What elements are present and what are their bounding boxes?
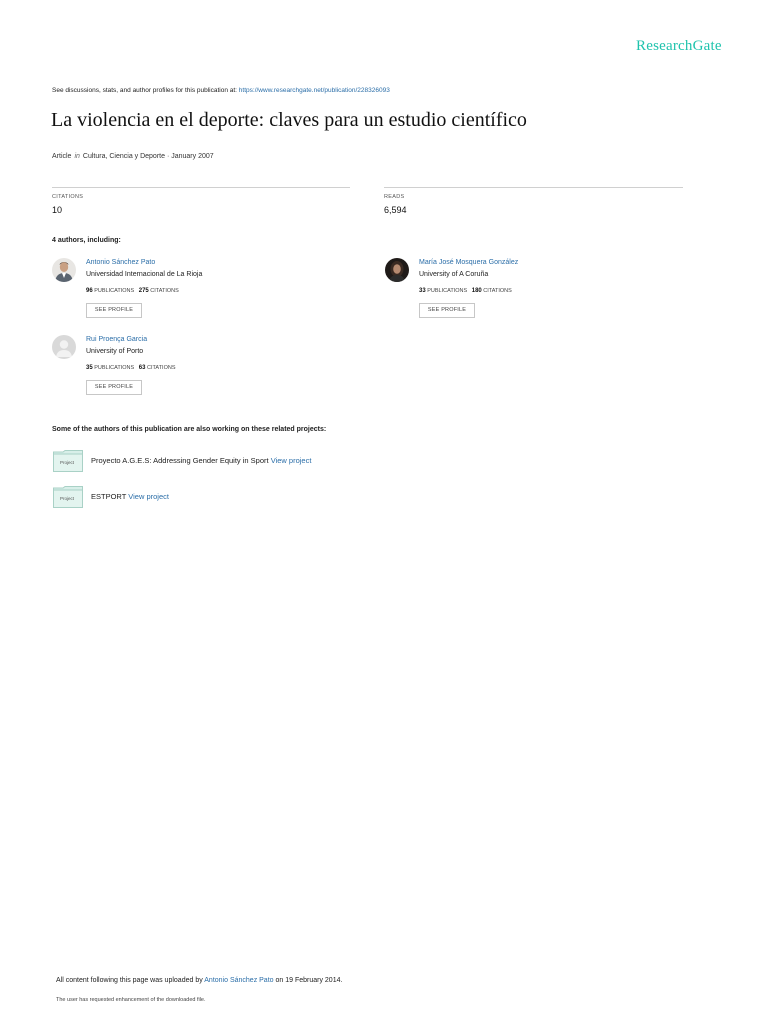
avatar[interactable]: [52, 258, 76, 282]
author-stats: 35 PUBLICATIONS 63 CITATIONS: [86, 365, 176, 371]
reads-label: READS: [384, 194, 405, 200]
see-profile-button[interactable]: SEE PROFILE: [86, 303, 142, 318]
author-stats: 96 PUBLICATIONS 275 CITATIONS: [86, 288, 179, 294]
view-project-link[interactable]: View project: [128, 492, 169, 501]
avatar-placeholder-icon[interactable]: [52, 335, 76, 359]
view-project-link[interactable]: View project: [270, 456, 312, 465]
author-name[interactable]: María José Mosquera González: [419, 259, 519, 266]
article-type: Article: [52, 153, 72, 160]
author-stats: 33 PUBLICATIONS 180 CITATIONS: [419, 288, 512, 294]
article-meta: [52, 153, 214, 160]
project-folder-icon: [53, 486, 83, 508]
project-text: [91, 456, 311, 465]
see-profile-button[interactable]: SEE PROFILE: [86, 380, 142, 395]
in-word: in: [74, 153, 80, 160]
author-name[interactable]: Antonio Sánchez Pato: [86, 259, 156, 266]
author-institution: University of A Coruña: [419, 271, 489, 278]
author-card: [52, 335, 352, 405]
project-text: [91, 492, 169, 501]
project-name: Proyecto A.G.E.S: Addressing Gender Equity in Sport: [91, 456, 269, 465]
page-title: La violencia en el deporte: claves para un estudio científico: [51, 109, 527, 131]
project-folder-icon: [53, 450, 83, 472]
citations-label: CITATIONS: [52, 194, 84, 200]
avatar[interactable]: [385, 258, 409, 282]
author-card: [52, 258, 352, 328]
enhancement-note: The user has requested enhancement of the downloaded file.: [56, 997, 206, 1003]
citations-value: 10: [52, 205, 63, 215]
uploader-link[interactable]: Antonio Sánchez Pato: [204, 977, 274, 984]
discussion-text: See discussions, stats, and author profiles for this publication at:: [52, 87, 239, 94]
authors-heading: 4 authors, including:: [52, 237, 121, 244]
project-badge: Project: [60, 460, 75, 465]
publication-url-link[interactable]: https://www.researchgate.net/publication/228326093: [238, 87, 390, 94]
reads-value: 6,594: [384, 205, 407, 215]
projects-heading: Some of the authors of this publication are also working on these related projects:: [52, 426, 327, 433]
author-institution: University of Porto: [86, 348, 144, 355]
upload-note: All content following this page was uploaded by Antonio Sánchez Pato on 19 February 2014.: [56, 977, 343, 984]
researchgate-logo[interactable]: ResearchGate: [636, 38, 722, 54]
author-institution: Universidad Internacional de La Rioja: [86, 271, 203, 278]
author-card: [385, 258, 685, 328]
divider-citations: [52, 187, 350, 188]
author-name[interactable]: Rui Proença Garcia: [86, 336, 148, 343]
see-profile-button[interactable]: SEE PROFILE: [419, 303, 475, 318]
divider-reads: [384, 187, 683, 188]
project-name: ESTPORT: [91, 492, 127, 501]
project-badge: Project: [60, 496, 75, 501]
discussion-line: [52, 87, 390, 94]
journal-date: Cultura, Ciencia y Deporte · January 2007: [82, 153, 214, 160]
